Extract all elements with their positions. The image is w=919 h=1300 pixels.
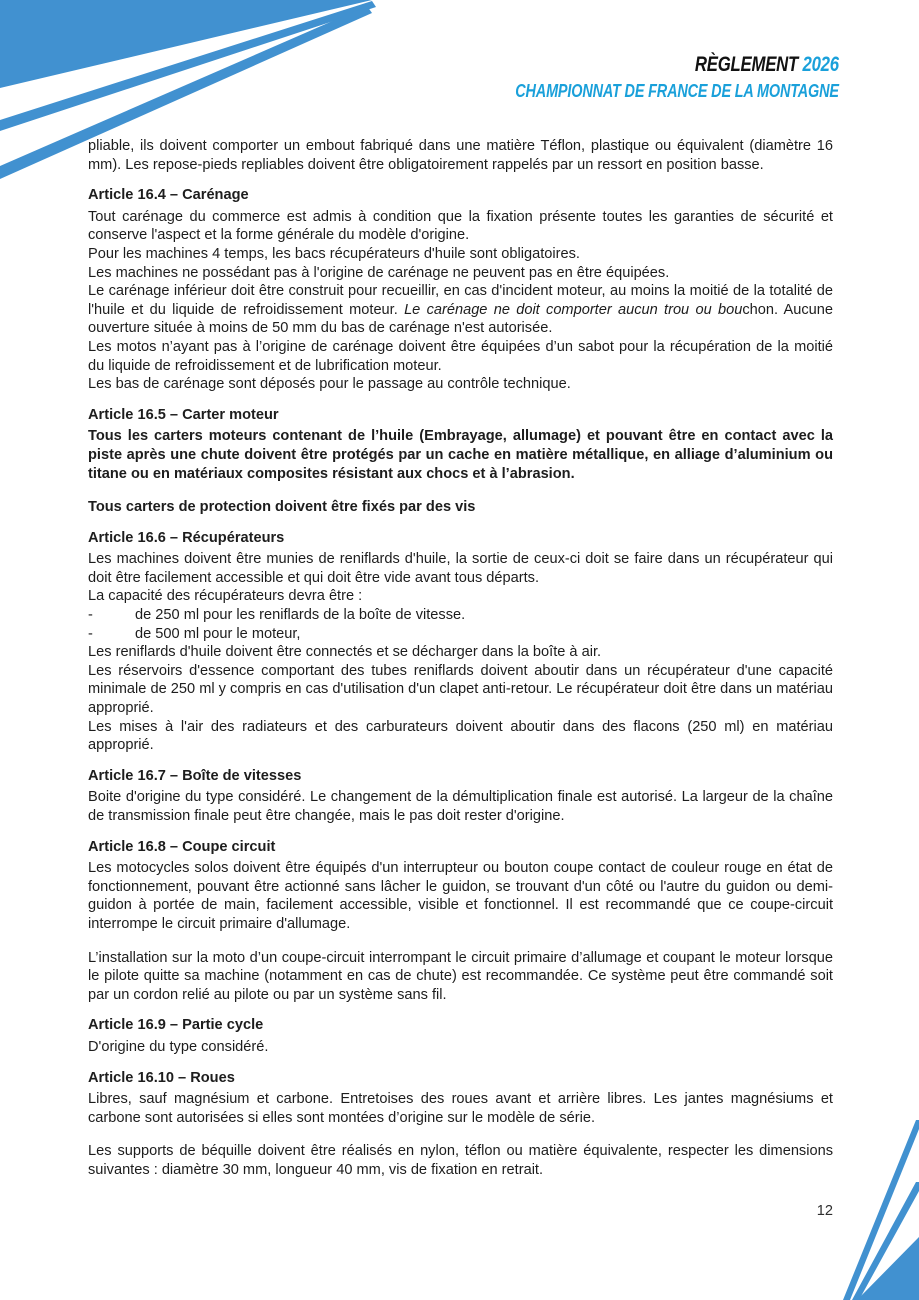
list-item-dash: -	[88, 625, 93, 642]
paragraph	[88, 718, 833, 755]
paragraph	[88, 859, 833, 933]
document-body	[88, 137, 833, 1180]
article-heading: Article 16.5 – Carter moteur	[88, 406, 279, 423]
text-run: Les machines doivent être munies de reniflards d'huile, la sortie de ceux-ci doit se faire dans un récupérateur qui doit être facilement accessible et qui doit être vide avant tous départs.	[88, 551, 833, 586]
report-title-year: 2026	[802, 52, 839, 76]
article-heading: Article 16.6 – Récupérateurs	[88, 529, 285, 546]
text-run: Les motos n’ayant pas à l’origine de carénage doivent être équipées d’un sabot pour la récupération de la moitié du liquide de refroidissement et de lubrification moteur.	[88, 338, 833, 374]
page-number: 12	[816, 1203, 833, 1219]
list-item-text: de 500 ml pour le moteur,	[135, 625, 301, 642]
text-run: Tout carénage du commerce est admis à condition que la fixation présente toutes les garanties de sécurité et conserve l'aspect et la forme générale du modèle d'origine.	[88, 208, 833, 244]
paragraph-bold	[88, 498, 833, 517]
paragraph	[88, 245, 833, 264]
paragraph	[88, 282, 833, 338]
text-run: Les réservoirs d'essence comportant des tubes reniflards doivent aboutir dans un récupérateur d'une capacité minimale de 250 ml y compris en cas d'utilisation d'un clapet anti-retour. Le récupérateur doit être dans un matériau approprié.	[88, 662, 833, 717]
text-run: Le carénage inférieur doit être construit pour recueillir, en cas d'incident moteur, au moins la moitié de la totalité de l'huile et du liquide de refroidissement moteur.	[88, 283, 833, 318]
text-run: La capacité des récupérateurs devra être :	[88, 588, 363, 605]
text-run: Les bas de carénage sont déposés pour le passage au contrôle technique.	[88, 376, 571, 393]
report-title-text: RÈGLEMENT	[695, 52, 799, 76]
paragraph	[88, 1142, 833, 1179]
article-heading: Article 16.4 – Carénage	[88, 187, 249, 204]
list-item-dash: -	[88, 607, 93, 624]
text-run: Les machines ne possédant pas à l'origine de carénage ne peuvent pas en être équipées.	[88, 264, 670, 281]
paragraph	[88, 949, 833, 1005]
text-run: pliable, ils doivent comporter un embout fabriqué dans une matière Téflon, plastique ou équivalent (diamètre 16 mm). Les repose-pieds repliables doivent être obligatoirement rappelés par un ressort en position basse.	[88, 138, 833, 173]
paragraph	[88, 338, 833, 375]
text-run: L’installation sur la moto d’un coupe-circuit interrompant le circuit primaire d’allumage et coupant le moteur lorsque le pilote quitte sa machine (notamment en cas de chute) est recommandée. Ce système peut être commandé soit par un cordon relié au pilote ou par un système sans fil.	[88, 949, 833, 1003]
text-run: Tous carters de protection doivent être fixés par des vis	[88, 499, 476, 516]
text-run: Les reniflards d'huile doivent être connectés et se décharger dans la boîte à air.	[88, 644, 602, 661]
list-item	[88, 625, 833, 644]
text-run: Les mises à l'air des radiateurs et des carburateurs doivent aboutir dans des flacons (250 ml) en matériau approprié.	[88, 718, 833, 754]
text-run: Boite d'origine du type considéré. Le changement de la démultiplication finale est autorisé. La largeur de la chaîne de transmission finale peut être changée, mais le pas doit rester d'origine.	[88, 789, 833, 824]
paragraph	[88, 550, 833, 587]
paragraph	[88, 208, 833, 245]
paragraph-spacer	[88, 934, 833, 949]
article-heading: Article 16.7 – Boîte de vitesses	[88, 767, 302, 784]
paragraph	[88, 1090, 833, 1127]
article-heading: Article 16.9 – Partie cycle	[88, 1017, 264, 1034]
paragraph	[88, 1038, 833, 1057]
list-item-text: de 250 ml pour les reniflards de la boîte de vitesse.	[135, 607, 466, 624]
list-item	[88, 606, 833, 625]
text-run: chon. Aucune ouverture située à moins de 50 mm du bas de carénage n'est autorisée.	[88, 301, 833, 337]
paragraph-bold	[88, 427, 833, 483]
paragraph	[88, 643, 833, 662]
paragraph	[88, 662, 833, 718]
paragraph	[88, 375, 833, 394]
article-heading: Article 16.8 – Coupe circuit	[88, 838, 276, 855]
paragraph	[88, 788, 833, 825]
bottom-right-stripes-decoration	[816, 1085, 919, 1300]
paragraph-spacer	[88, 483, 833, 498]
page-footer	[88, 1203, 833, 1219]
paragraph-spacer	[88, 1127, 833, 1142]
text-run: D'origine du type considéré.	[88, 1038, 269, 1055]
text-run: Libres, sauf magnésium et carbone. Entretoises des roues avant et arrière libres. Les jantes magnésiums et carbone sont autorisées si elles sont montées d’origine sur le modèle de série.	[88, 1091, 833, 1126]
text-run: Tous les carters moteurs contenant de l’huile (Embrayage, allumage) et pouvant être en contact avec la piste après une chute doivent être protégés par un cache en matière métallique, en alliage d’aluminium ou titane ou en matériaux composites résistant aux chocs et à l’abrasion.	[88, 428, 833, 482]
article-heading: Article 16.10 – Roues	[88, 1069, 235, 1086]
report-subtitle: CHAMPIONNAT DE FRANCE DE LA MONTAGNE	[515, 80, 839, 101]
paragraph	[88, 587, 833, 606]
report-title	[515, 50, 839, 78]
text-run: Les supports de béquille doivent être réalisés en nylon, téflon ou matière équivalente, respecter les dimensions suivantes : diamètre 30 mm, longueur 40 mm, vis de fixation en retrait.	[88, 1143, 833, 1178]
italic-text-run: Le carénage ne doit comporter aucun trou ou bou	[404, 301, 743, 318]
paragraph	[88, 264, 833, 283]
text-run: Les motocycles solos doivent être équipés d'un interrupteur ou bouton coupe contact de couleur rouge en état de fonctionnement, pouvant être actionné sans lâcher le guidon, se trouvant d'un côté ou l'autre du guidon ou demi-guidon à portée de main, facilement accessible, visible et fonctionnel. Il est recommandé que ce coupe-circuit interrompe le circuit primaire d'allumage.	[88, 860, 833, 932]
text-run: Pour les machines 4 temps, les bacs récupérateurs d'huile sont obligatoires.	[88, 245, 580, 262]
page-header	[424, 50, 839, 104]
paragraph	[88, 137, 833, 174]
corner-wedge-shape	[0, 0, 372, 88]
